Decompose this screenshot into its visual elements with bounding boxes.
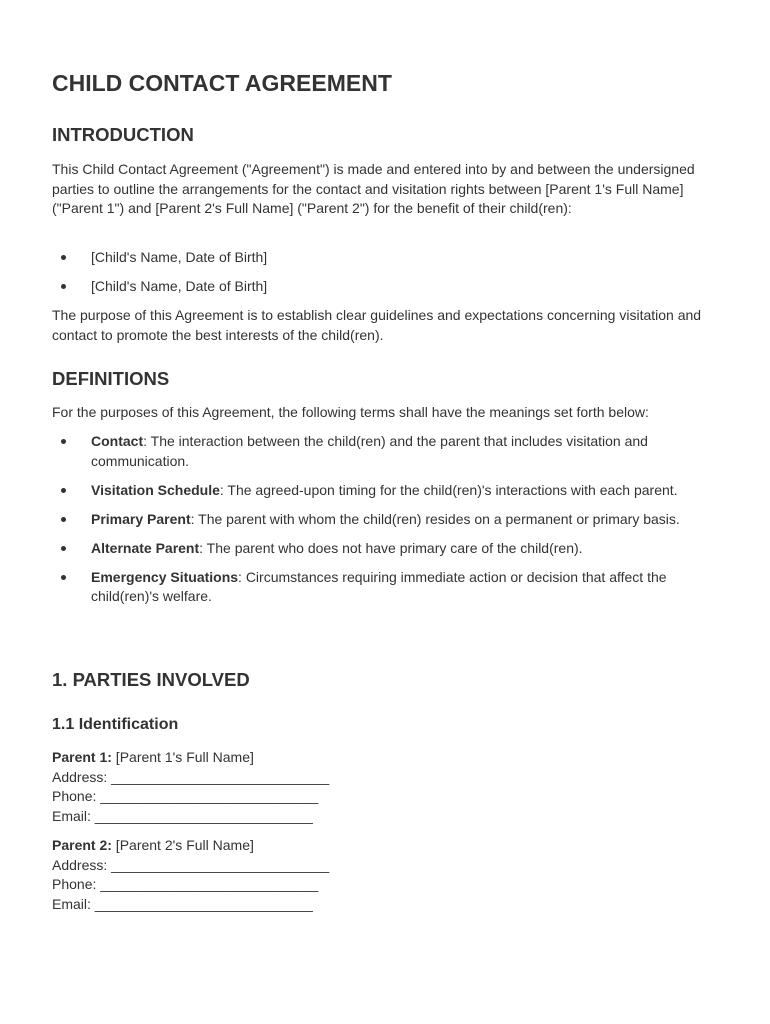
parent2-name-line: Parent 2: [Parent 2's Full Name] — [52, 837, 254, 853]
parent2-phone: Phone: ____________________________ — [52, 876, 319, 892]
definition-text: : The interaction between the child(ren) and the parent that includes visitation and communication. — [91, 433, 648, 469]
parent1-block — [52, 748, 722, 826]
purpose-paragraph: The purpose of this Agreement is to establish clear guidelines and expectations concerning visitation and contact to promote the best interests of the child(ren). — [52, 307, 702, 343]
children-list — [52, 248, 722, 297]
list-item: [Child's Name, Date of Birth] — [52, 277, 722, 297]
document-title: CHILD CONTACT AGREEMENT — [52, 70, 392, 96]
parent1-phone: Phone: ____________________________ — [52, 788, 319, 804]
definitions-list — [52, 432, 722, 607]
list-item — [52, 432, 722, 471]
introduction-paragraph: This Child Contact Agreement ("Agreement") is made and entered into by and between the undersigned parties to outline the arrangements for the contact and visitation rights between [Parent 1's Full Name] ("Parent 1") and [Parent 2's Full Name] ("Parent 2") for the benefit of their child(ren): — [52, 161, 695, 216]
list-item: [Child's Name, Date of Birth] — [52, 248, 722, 268]
bullet-icon — [61, 255, 66, 260]
definition-text: : The parent with whom the child(ren) resides on a permanent or primary basis. — [190, 510, 680, 527]
definition-term: Primary Parent — [91, 510, 191, 527]
bullet-icon — [61, 488, 66, 493]
definition-term: Contact — [91, 433, 144, 449]
list-item — [52, 568, 722, 607]
list-item — [52, 539, 722, 559]
parent1-email: Email: ____________________________ — [52, 807, 313, 824]
parent2-email: Email: ____________________________ — [52, 895, 313, 912]
definition-text: : The agreed-upon timing for the child(ren)'s interactions with each parent. — [219, 481, 678, 498]
introduction-heading: INTRODUCTION — [52, 124, 194, 145]
definition-text: : The parent who does not have primary care of the child(ren). — [199, 539, 583, 556]
parent2-block — [52, 836, 722, 914]
list-item — [52, 481, 722, 501]
definition-text: : Circumstances requiring immediate action or decision that affect the child(ren)'s welfare. — [91, 568, 667, 604]
parent1-address: Address: ____________________________ — [52, 768, 330, 785]
definition-term: Visitation Schedule — [91, 481, 220, 498]
bullet-icon — [61, 284, 66, 289]
bullet-icon — [61, 439, 66, 444]
identification-subheading: 1.1 Identification — [52, 716, 179, 733]
list-item — [52, 510, 722, 530]
parent1-name-line: Parent 1: [Parent 1's Full Name] — [52, 749, 254, 765]
bullet-icon — [61, 575, 66, 580]
definition-term: Emergency Situations — [91, 568, 239, 585]
bullet-icon — [61, 517, 66, 522]
definition-term: Alternate Parent — [91, 539, 200, 556]
definitions-heading: DEFINITIONS — [52, 368, 170, 389]
bullet-icon — [61, 546, 66, 551]
parent2-address: Address: ____________________________ — [52, 856, 330, 873]
parties-heading: 1. PARTIES INVOLVED — [52, 669, 250, 690]
definitions-intro: For the purposes of this Agreement, the following terms shall have the meanings set forth below: — [52, 404, 649, 420]
